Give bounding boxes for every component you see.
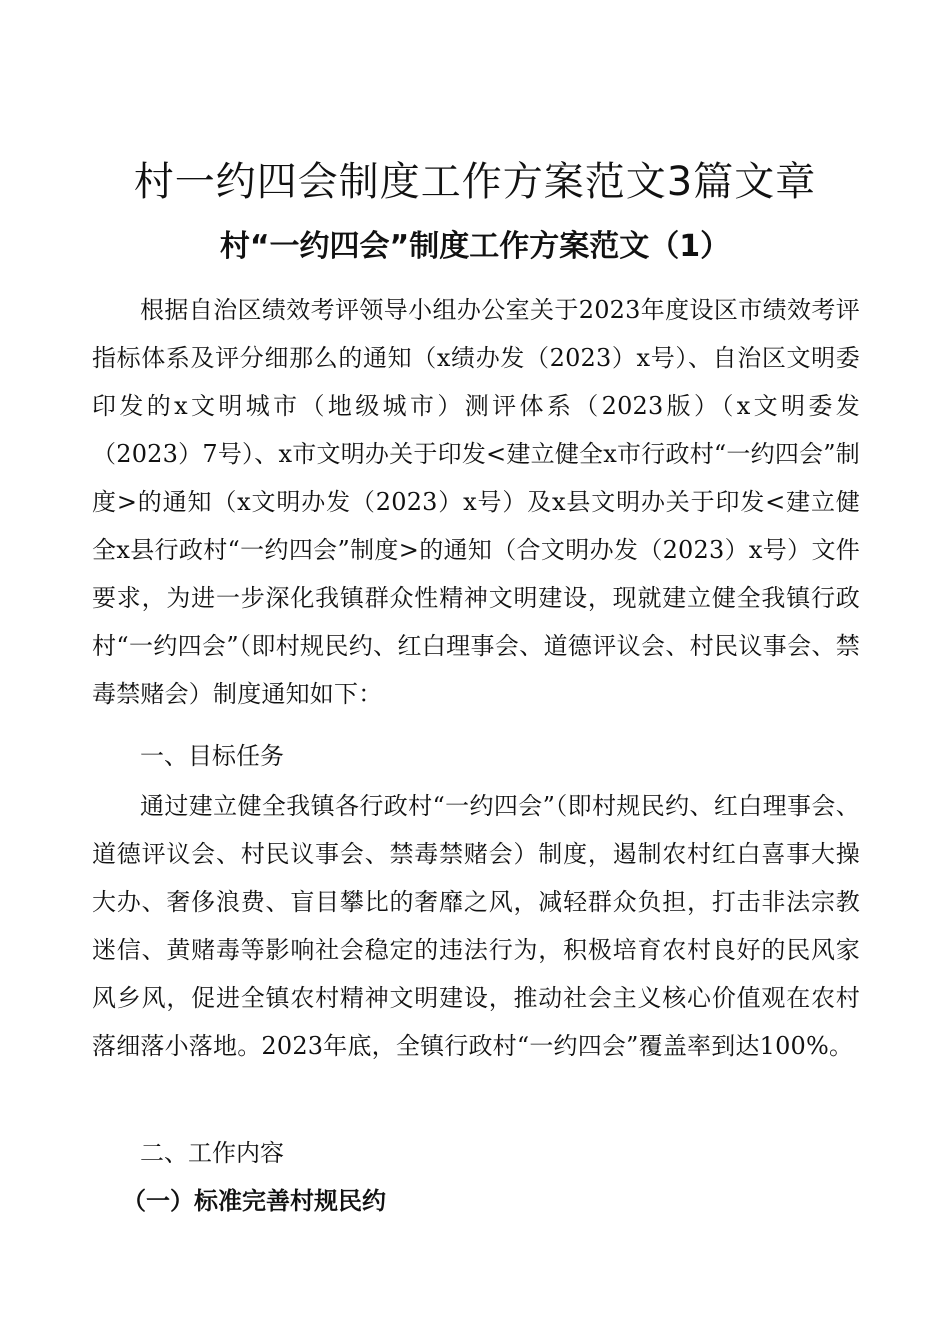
- document-title: 村一约四会制度工作方案范文3篇文章: [133, 159, 817, 205]
- document-subtitle: 村“一约四会”制度工作方案范文（1）: [219, 229, 731, 264]
- section-heading-work-content: 二、工作内容: [140, 1139, 284, 1167]
- intro-paragraph: 根据自治区绩效考评领导小组办公室关于2023年度设区市绩效考评指标体系及评分细那么的通知（x绩办发（2023）x号）、自治区文明委印发的x文明城市（地级城市）测评体系（2023版）（x文明委发（2023）7号）、x市文明办关于印发<建立健全x市行政村“一约四会”制度>的通知（x文明办发（2023）x号）及x县文明办关于印发<建立健全x县行政村“一约四会”制度>的通知（合文明办发（2023）x号）文件要求，为进一步深化我镇群众性精神文明建设，现就建立健全我镇行政村“一约四会”（即村规民约、红白理事会、道德评议会、村民议事会、禁毒禁赌会）制度通知如下：: [92, 296, 860, 708]
- goals-paragraph: 通过建立健全我镇各行政村“一约四会”（即村规民约、红白理事会、道德评议会、村民议事会、禁毒禁赌会）制度，遏制农村红白喜事大操大办、奢侈浪费、盲目攀比的奢靡之风，减轻群众负担，打击非法宗教迷信、黄赌毒等影响社会稳定的违法行为，积极培育农村良好的民风家风乡风，促进全镇农村精神文明建设，推动社会主义核心价值观在农村落细落小落地。2023年底，全镇行政村“一约四会”覆盖率到达100%。: [92, 792, 860, 1060]
- section-heading-goals: 一、目标任务: [140, 742, 284, 770]
- subsection-heading-village-rules: （一）标准完善村规民约: [122, 1187, 386, 1215]
